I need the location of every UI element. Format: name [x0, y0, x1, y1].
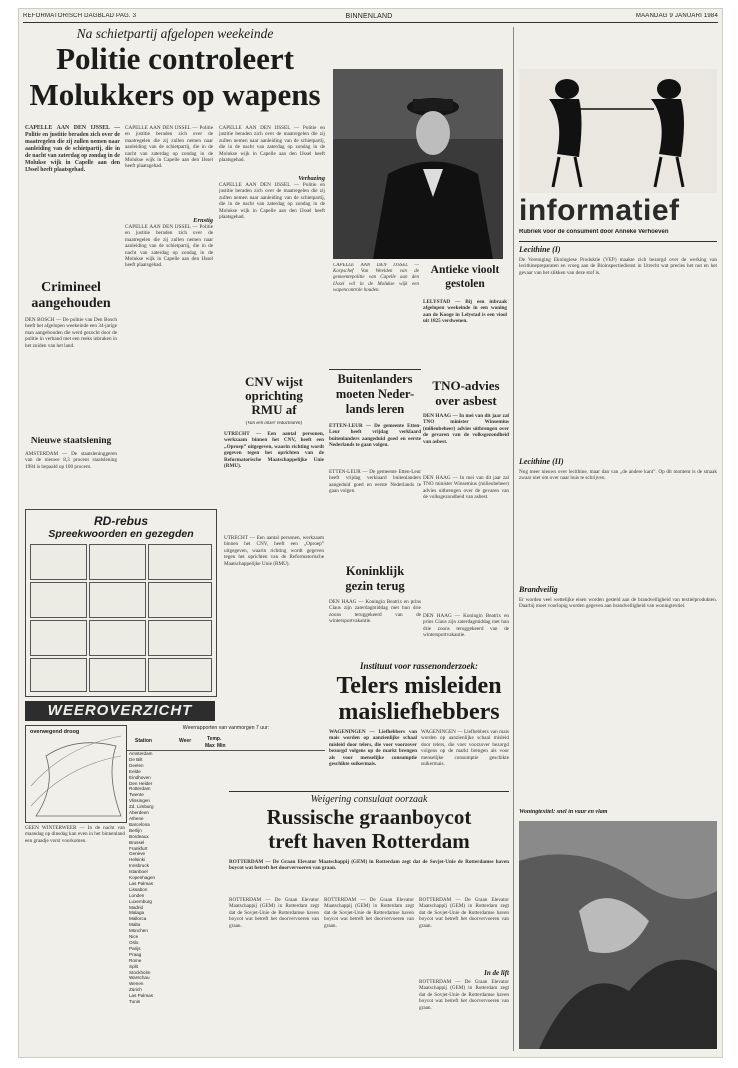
weather-station-name: Helsinki — [129, 857, 146, 863]
rebus-cell-12 — [148, 658, 212, 692]
weather-table — [127, 751, 157, 1005]
tno-intro: DEN HAAG — In mei van dit jaar zal TNO minister Winsemius (milieubeheer) advies uitbrengen over de gevaren van de volksgezondheid van asbest. — [423, 413, 509, 445]
lead-text-3: CAPELLE AAN DEN IJSSEL — Politie en justitie beraden zich over de maatregelen die zij zullen nemen naar aanleiding van de schietpartij, die in de nacht van zaterdag op zondag in de Molukse wijk in Capelle aan den IJssel heeft plaatsgehad. — [125, 224, 213, 269]
rebus-title: RD-rebus — [93, 514, 148, 528]
column-divider — [513, 27, 514, 1051]
rebus-subtitle: Spreekwoorden en gezegden — [48, 528, 194, 540]
weather-station-name: Zürich — [129, 987, 142, 993]
tno-headline-2: over asbest — [435, 394, 497, 408]
weather-station-name: Den Helder — [129, 780, 153, 786]
lecithine-1-text: De Vereniging Ekologiese Produktie (VEP) maakte zich bezorgd over de werking van lecithinepreparaten en vroeg aan de Bioinspectiedienst in Utrecht wat precies het nut en het gevaar van het slikken van deze stof is. — [519, 257, 717, 276]
header-section: BINNENLAND — [345, 13, 393, 20]
lecithine-1-heading: Lecithine (I) — [519, 245, 561, 254]
informatief-illustration — [519, 69, 717, 193]
koninklijk-text: DEN HAAG — Koningin Beatrix en prins Claus zijn zaterdagmiddag met hun drie zoons teruggekeerd van de wintersportvakantie. — [329, 599, 421, 625]
weather-station-name: Malta — [129, 922, 141, 928]
informatief-title: informatief — [519, 195, 680, 227]
antieke-headline-2: gestolen — [445, 279, 485, 290]
weather-banner: WEEROVERZICHT — [25, 701, 215, 721]
russische-headline-1: Russische graanboycot — [266, 807, 472, 829]
weather-station-name: Nice — [129, 934, 139, 940]
weather-table-title: Weerrapporten van vanmorgen 7 uur: — [182, 725, 270, 731]
weather-station-name: De Bilt — [129, 756, 143, 762]
lead-kicker: Na schietpartij afgelopen weekeinde — [76, 26, 274, 41]
woningtextiel-caption: Woningtextiel: snel in vuur en vlam — [519, 809, 608, 815]
weather-station-name: Oslo — [129, 940, 139, 945]
weather-station-name: Tunis — [129, 999, 141, 1005]
woningtextiel-photo — [519, 821, 717, 1049]
weather-station-name: Madrid — [129, 904, 144, 910]
weather-station-name: Wenen — [129, 981, 144, 987]
buitenlanders-rule — [329, 369, 421, 370]
cnv-text: UTRECHT — Een aantal personen, werkzaam binnen het CNV, heeft een „Oproep” uitgegeven, waarin richting wordt gegeven tegen het oprichten van de Reformatorische Maatschappelijke Unie (RMU). — [224, 535, 324, 567]
cnv-intro: UTRECHT — Een aantal personen, werkzaam binnen het CNV, heeft een „Oproep” uitgegeven, waarin richting wordt gegeven tegen het oprichten van de Reformatorische Maatschappelijke Unie (RMU). — [224, 431, 324, 470]
weather-station-name: Las Palmas — [129, 880, 154, 886]
weather-station-name: Barcelona — [129, 821, 150, 827]
weather-station-name: Berlijn — [129, 827, 142, 833]
russische-headline-2: treft haven Rotterdam — [268, 831, 470, 853]
weather-station-name: Parijs — [129, 945, 141, 951]
informatief-figures — [519, 69, 717, 193]
russische-subhead: In de lift — [484, 969, 509, 977]
weather-map — [25, 725, 127, 823]
weather-station-name: Kopenhagen — [129, 875, 156, 881]
cnv-byline: (Van een onzer redacteuren) — [245, 421, 303, 426]
weather-map-drawing — [26, 726, 126, 822]
rebus-cell-2 — [89, 544, 146, 580]
weather-station-name: Athene — [129, 815, 144, 821]
cnv-headline-3: RMU af — [251, 403, 297, 417]
col-min: Min — [217, 743, 226, 749]
weather-station-name: Brussel — [129, 839, 145, 845]
crimineel-text: DEN BOSCH — De politie van Den Bosch heeft het afgelopen weekeinde een 34-jarige man aangehouden die werd gezocht door de politie in verband met een reeks inbraken in het zuiden van het land. — [25, 317, 117, 349]
col-station: Station — [135, 738, 152, 744]
weather-station-name: Istanboel — [129, 869, 148, 875]
lead-text-5: CAPELLE AAN DEN IJSSEL — Politie en justitie beraden zich over de maatregelen die zij zullen nemen naar aanleiding van de schietpartij, die in de nacht van zaterdag op zondag in de Molukse wijk in Capelle aan den IJssel heeft plaatsgehad. — [219, 182, 325, 221]
rebus-cell-9 — [148, 620, 212, 656]
tno-text: DEN HAAG — In mei van dit jaar zal TNO minister Winsemius (milieubeheer) advies uitbrengen over de gevaren van de volksgezondheid van asbest. — [423, 475, 509, 501]
weather-station-name: Rotterdam — [129, 786, 151, 792]
weather-station-name: Deelen — [129, 762, 144, 768]
weather-station-name: Lissabon — [129, 886, 148, 892]
russische-col-3-text-2: ROTTERDAM — De Graan Elevator Maatschappij (GEM) in Rotterdam zegt dat de Sovjet-Unie de Rotterdamse haven boycot wat betreft het doorvervoeren van graan. — [419, 979, 509, 1011]
antieke-headline-1: Antieke vioolt — [430, 265, 500, 276]
police-chief-figure — [333, 69, 503, 259]
rebus-cell-7 — [30, 620, 87, 656]
buitenlanders-headline-3: lands leren — [345, 403, 405, 416]
rebus-cell-1 — [30, 544, 87, 580]
weather-station-name: Bordeaux — [129, 833, 149, 839]
informatief-rule — [519, 241, 717, 242]
rebus-cell-8 — [89, 620, 146, 656]
lead-headline-1: Politie controleert — [56, 43, 294, 76]
koninklijk-text-2: DEN HAAG — Koningin Beatrix en prins Claus zijn zaterdagmiddag met hun drie zoons teruggekeerd van de wintersportvakantie. — [423, 613, 509, 639]
rebus-cell-4 — [30, 582, 87, 618]
weather-station-name: Innsbruck — [129, 863, 149, 869]
weather-row — [127, 999, 157, 1005]
staatslening-text: AMSTERDAM — De staatsleninggeren van de nieuwe 8,3 procent staatslening 1984 is bepaald op 100 procent. — [25, 451, 117, 470]
rebus-cell-5 — [89, 582, 146, 618]
photo-caption: CAPELLE AAN DEN IJSSEL — Korpschef Van Weelden van de gemeentepolitie van Capelle aan den IJssel wil in de Molukse wijk een wapencontrole houden. — [333, 263, 419, 293]
weather-table-wrap — [127, 751, 227, 1047]
telers-text: WAGENINGEN — Liefhebbers van mais worden op aanzienlijke schaal misleid door telers, die voer voorzover bezorgd volgens op de markt brengen als voor menselijke consumptie geschikte suikermais. — [421, 729, 509, 768]
informatief-subtitle: Rubriek voor de consument door Anneke Verhoeven — [519, 229, 669, 235]
russische-col-2: ROTTERDAM — De Graan Elevator Maatschappij (GEM) in Rotterdam zegt dat de Sovjet-Unie de Rotterdamse haven boycot wat betreft het doorvervoeren van graan. — [324, 897, 414, 929]
buitenlanders-headline-1: Buitenlanders — [337, 373, 413, 386]
weather-station-name: Stockholm — [129, 969, 151, 975]
crimineel-headline-2: aangehouden — [31, 297, 111, 311]
crimineel-headline-1: Crimineel — [41, 281, 101, 295]
weather-station-name: Warschau — [129, 975, 150, 981]
buitenlanders-headline-2: moeten Neder- — [335, 388, 415, 401]
lead-subhead-verbazing: Verbazing — [298, 175, 325, 182]
header-left: REFORMATORISCH DAGBLAD PAG. 3 — [23, 13, 137, 19]
lead-intro: CAPELLE AAN DEN IJSSEL — Politie en justitie beraden zich over de maatregelen die zij zullen nemen naar aanleiding van de schietpartij, die in de nacht van zaterdag op zondag in de Molukse wijk in Capelle aan den IJssel heeft plaatsgehad. — [25, 125, 120, 173]
weather-station-name: Genève — [129, 851, 146, 857]
weather-row — [127, 881, 157, 887]
col-weer: Weer — [179, 738, 192, 744]
weather-station-name: Zd. Limburg — [129, 804, 154, 810]
cnv-headline-2: oprichting — [245, 389, 303, 403]
lead-column-3 — [219, 125, 325, 270]
lead-column-2 — [125, 125, 213, 367]
russische-intro: ROTTERDAM — De Graan Elevator Maatschappij (GEM) in Rotterdam zegt dat de Sovjet-Unie de Rotterdamse haven boycot wat betreft het doorvervoeren van graan. — [229, 859, 509, 872]
russische-rule — [229, 791, 509, 792]
weather-station-name: Malaga — [129, 910, 145, 916]
telers-kicker: Instituut voor rassenonderzoek: — [359, 661, 479, 671]
rebus-cell-3 — [148, 544, 212, 580]
weather-station-name: Rome — [129, 957, 142, 963]
lead-text-2: CAPELLE AAN DEN IJSSEL — Politie en justitie beraden zich over de maatregelen die zij zullen nemen naar aanleiding van de schietpartij, die in de nacht van zaterdag op zondag in de Molukse wijk in Capelle aan den IJssel heeft plaatsgehad. — [125, 125, 213, 170]
col-max: Max — [205, 743, 215, 749]
brandveilig-heading: Brandveilig — [519, 585, 558, 594]
lecithine-2-text: Nog meer nieuws over lecithine, maar dan van „de andere kant”. Op dit moment is de smaak zwaar niet om over naar huis te schrijven. — [519, 469, 717, 482]
telers-intro: WAGENINGEN — Liefhebbers van mais worden op aanzienlijke schaal misleid door telers, die voer voorzover bezorgd volgens op de markt brengen als voor menselijke consumptie geschikte suikermais. — [329, 729, 417, 768]
header-date: MAANDAG 9 JANUARI 1984 — [635, 13, 718, 19]
weather-station-name: Aberdeen — [129, 810, 149, 816]
rebus-cell-11 — [89, 658, 146, 692]
buitenlanders-text: ETTEN-LEUR — De gemeente Etten-Leur heeft vrijdag verklaard buitenlanders aangeduid goed en eerste Nederlands te gaan volgen. — [329, 469, 421, 495]
cnv-headline-1: CNV wijst — [245, 375, 303, 389]
weather-station-name: Praag — [129, 951, 142, 957]
russische-kicker: Weigering consulaat oorzaak — [310, 794, 428, 805]
brandveilig-text: Er worden veel wettelijke eisen worden gesteld aan de brandveiligheid van textielprodukten. Daarbij moet voorlopig worden gegeven aan brandveiligheid van woningtextiel. — [519, 597, 717, 610]
rebus-box — [25, 509, 217, 697]
telers-headline-2: maisliefhebbers — [338, 700, 500, 725]
weather-station-name: Londen — [129, 892, 145, 898]
header-rule — [23, 22, 718, 23]
russische-col-1: ROTTERDAM — De Graan Elevator Maatschappij (GEM) in Rotterdam zegt dat de Sovjet-Unie de Rotterdamse haven boycot wat betreft het doorvervoeren van graan. — [229, 897, 319, 929]
lead-subhead-ernstig: Ernstig — [193, 217, 213, 224]
telers-headline-1: Telers misleiden — [336, 674, 502, 699]
weather-station-name: Frankfurt — [129, 845, 148, 851]
newspaper-page — [18, 8, 723, 1058]
weather-station-name: Eelde — [129, 768, 141, 774]
koninklijk-headline-1: Koninklijk — [345, 565, 405, 578]
weather-station-name: München — [129, 928, 148, 934]
weather-station-name: Mallorca — [129, 916, 147, 922]
weather-station-name: Eindhoven — [129, 774, 151, 780]
weather-station-name: Amsterdam — [129, 751, 153, 756]
russische-col-3-text: ROTTERDAM — De Graan Elevator Maatschappij (GEM) in Rotterdam zegt dat de Sovjet-Unie de Rotterdamse haven boycot wat betreft het doorvervoeren van graan. — [419, 897, 509, 929]
rebus-cell-6 — [148, 582, 212, 618]
col-temp: Temp. — [207, 736, 222, 742]
rebus-cell-10 — [30, 658, 87, 692]
weather-station-name: Twente — [129, 792, 144, 798]
russische-col-3 — [419, 897, 509, 1047]
woningtextiel-image — [519, 821, 717, 1049]
lead-text-4: CAPELLE AAN DEN IJSSEL — Politie en justitie beraden zich over de maatregelen die zij zullen nemen naar aanleiding van de schietpartij, die in de nacht van zaterdag op zondag in de Molukse wijk in Capelle aan den IJssel heeft plaatsgehad. — [219, 125, 325, 164]
tno-headline-1: TNO-advies — [432, 379, 500, 393]
weather-station-name: Split — [129, 963, 138, 969]
weather-station-name: Luxemburg — [129, 898, 152, 904]
lecithine-2-heading: Lecithine (II) — [519, 457, 564, 466]
weather-station-name: Vlissingen — [129, 798, 150, 804]
police-chief-photo — [333, 69, 503, 259]
weather-map-label: overwegend droog — [30, 729, 80, 735]
staatslening-headline: Nieuwe staatslening — [30, 437, 112, 446]
weather-station-name: Las Palmas — [129, 993, 154, 999]
lead-headline-2: Molukkers op wapens — [29, 79, 321, 112]
weather-table-header — [127, 736, 325, 751]
weather-text: GEEN WINTERWEER — In de nacht van maandag op dinsdag kan even in het binnenland een graadje vorst voorkomen. — [25, 825, 125, 844]
buitenlanders-intro: ETTEN-LEUR — De gemeente Etten-Leur heeft vrijdag verklaard buitenlanders aangeduid goed en eerste Nederlands te gaan volgen. — [329, 423, 421, 449]
antieke-text: LELYSTAD — Bij een inbraak afgelopen weekeinde in een woning aan de Kooge in Lelystad is een viool uit 1825 verdwenen. — [423, 299, 507, 325]
koninklijk-headline-2: gezin terug — [345, 580, 405, 593]
